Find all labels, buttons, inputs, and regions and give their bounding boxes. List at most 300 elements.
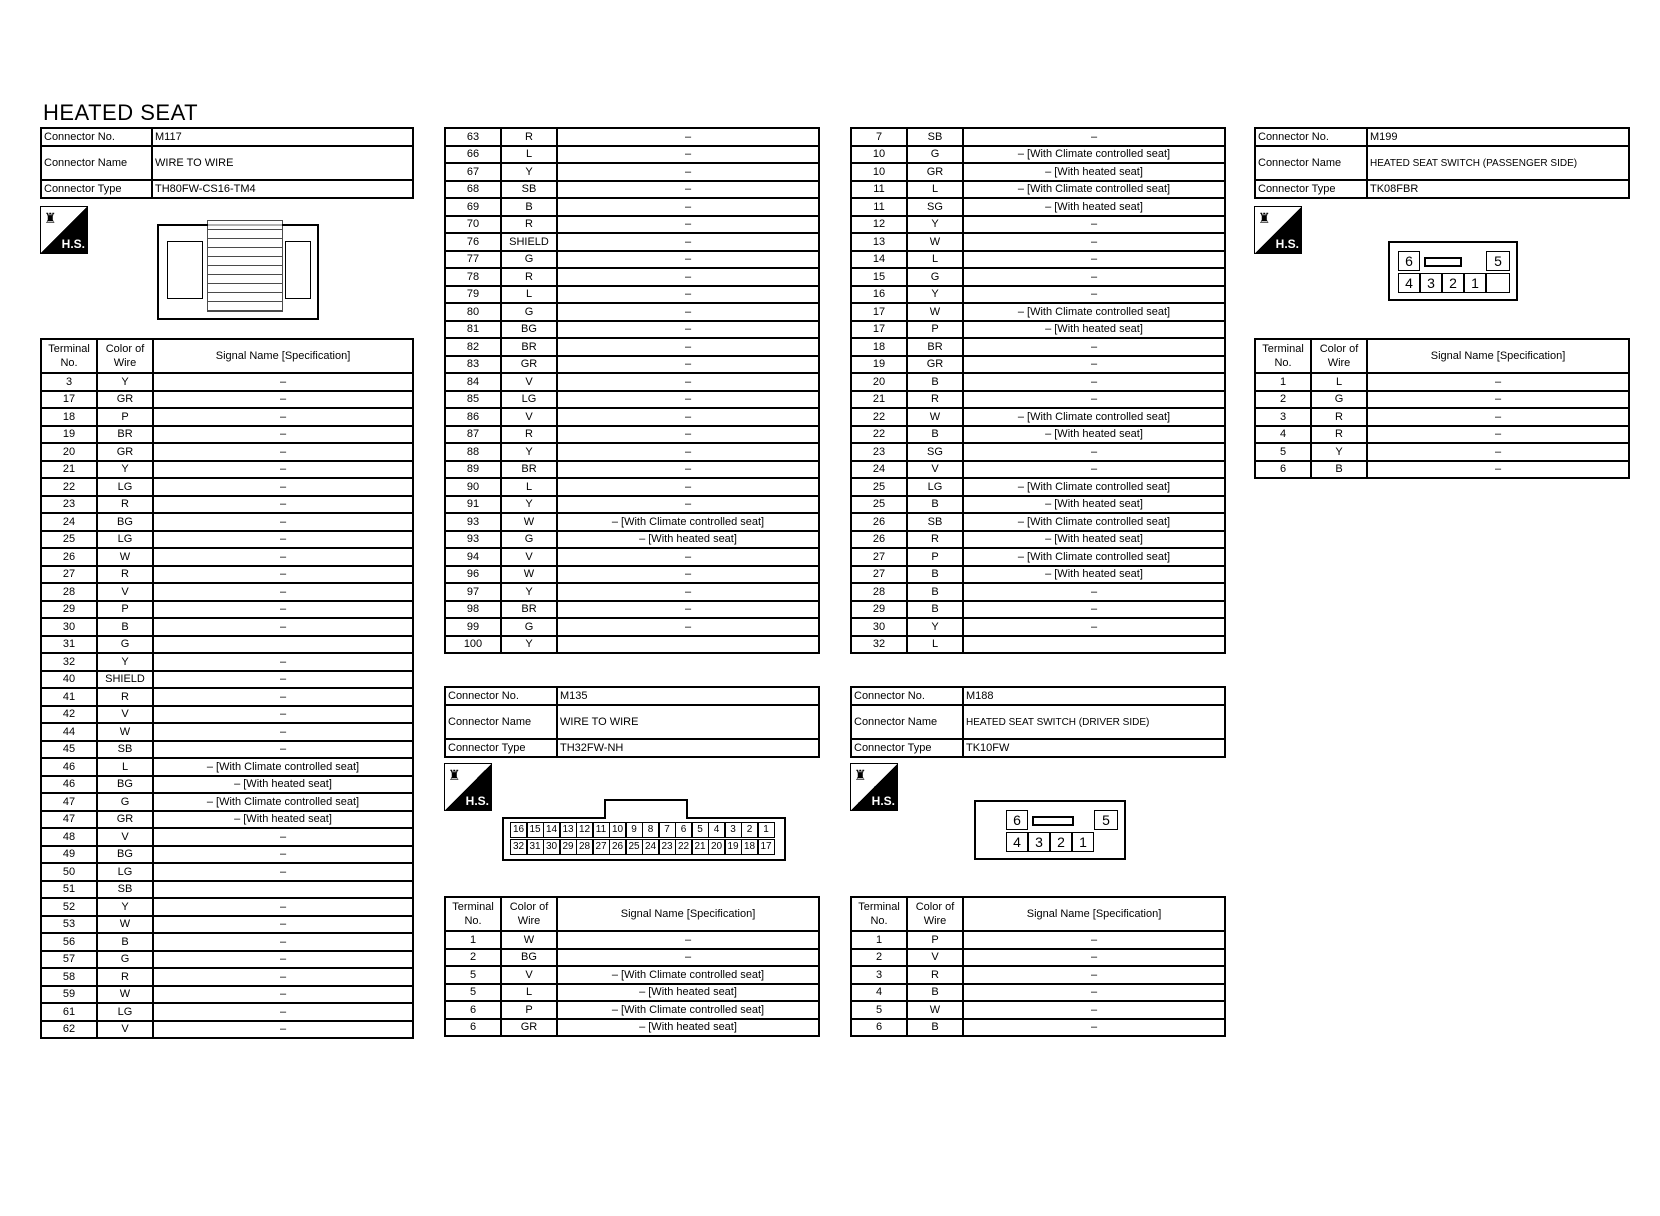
signal-name-cell: – [963,233,1225,251]
signal-name-cell: – [963,949,1225,967]
table-row [851,146,1225,164]
wire-color-cell: L [501,478,557,496]
table-row [41,636,413,654]
table-row [41,443,413,461]
table-row [445,373,819,391]
pin: 26 [609,839,626,855]
wire-color-cell: W [907,1001,963,1019]
table-row [851,268,1225,286]
pin: 27 [593,839,610,855]
table-row [41,408,413,426]
table-row [445,426,819,444]
signal-name-cell: – [153,688,413,706]
m199-table: Terminal No. Color of Wire Signal Name [Specification] 1 L – 2 G – 3 R – 4 R – 5 Y – 6 B – [1254,338,1630,479]
table-row [1255,426,1629,444]
terminal-no-cell: 1 [1255,373,1311,391]
wire-color-cell: G [1311,391,1367,409]
wire-color-cell: Y [97,461,153,479]
terminal-no-cell: 40 [41,671,97,689]
table-row [41,548,413,566]
signal-name-cell: – [153,601,413,619]
signal-name-cell: – [963,931,1225,949]
signal-name-cell: – [963,601,1225,619]
wire-color-cell: R [1311,408,1367,426]
table-row [41,1003,413,1021]
signal-name-cell: – [153,583,413,601]
signal-name-cell: – [With heated seat] [153,776,413,794]
page-title: HEATED SEAT [43,100,199,125]
wire-color-cell: B [501,198,557,216]
table-row [851,198,1225,216]
wire-color-cell: Y [907,618,963,636]
terminal-no-cell: 12 [851,216,907,234]
table-row [851,461,1225,479]
pin: 31 [527,839,544,855]
terminal-no-cell: 21 [41,461,97,479]
terminal-no-cell: 48 [41,828,97,846]
table-row [41,916,413,934]
table-row [1255,461,1629,479]
pin: 25 [626,839,643,855]
signal-name-cell: – [963,443,1225,461]
pin: 2 [1442,273,1464,293]
signal-name-cell: – [With heated seat] [963,566,1225,584]
table-row [41,776,413,794]
table-row [445,443,819,461]
wire-color-cell: B [907,373,963,391]
terminal-no-cell: 88 [445,443,501,461]
seat-icon: ♜ [1258,210,1271,226]
signal-name-cell: – [963,1001,1225,1019]
table-row [41,846,413,864]
terminal-no-cell: 1 [851,931,907,949]
table-row [41,671,413,689]
m188-type: TK10FW [963,739,1225,757]
wire-color-cell: SHIELD [501,233,557,251]
signal-name-cell: – [557,583,819,601]
table-row [445,356,819,374]
pin: 7 [659,822,676,838]
label-connector-name: Connector Name [41,146,152,180]
signal-name-cell: – [With heated seat] [963,198,1225,216]
pin: 14 [543,822,560,838]
signal-name-cell: – [With Climate controlled seat] [963,303,1225,321]
table-row [851,949,1225,967]
signal-name-cell: – [153,846,413,864]
terminal-no-cell: 17 [851,303,907,321]
terminal-no-cell: 16 [851,286,907,304]
table-row [41,898,413,916]
signal-name-cell: – [557,356,819,374]
table-row [41,793,413,811]
signal-name-cell: – [With heated seat] [153,811,413,829]
wire-color-cell: P [97,601,153,619]
terminal-no-cell: 87 [445,426,501,444]
table-row [445,391,819,409]
signal-name-cell: – [963,984,1225,1002]
table-row [445,478,819,496]
wire-color-cell: V [501,373,557,391]
table-row [851,408,1225,426]
signal-name-cell: – [153,1021,413,1039]
terminal-no-cell: 66 [445,146,501,164]
signal-name-cell: – [557,408,819,426]
table-row [445,513,819,531]
wire-color-cell: R [501,426,557,444]
terminal-no-cell: 53 [41,916,97,934]
pin: 4 [1006,832,1028,852]
pin: 32 [510,839,527,855]
terminal-no-cell: 78 [445,268,501,286]
pin: 19 [725,839,742,855]
terminal-no-cell: 91 [445,496,501,514]
signal-name-cell: – [557,181,819,199]
terminal-no-cell: 97 [445,583,501,601]
signal-name-cell: – [With heated seat] [963,496,1225,514]
table-row [445,601,819,619]
pin: 6 [675,822,692,838]
terminal-no-cell: 52 [41,898,97,916]
terminal-no-cell: 5 [1255,443,1311,461]
terminal-no-cell: 96 [445,566,501,584]
table-row [851,233,1225,251]
m199-no: M199 [1367,128,1629,146]
terminal-no-cell: 58 [41,968,97,986]
table-row [851,966,1225,984]
wire-color-cell: BG [501,321,557,339]
table-row [851,566,1225,584]
terminal-no-cell: 29 [851,601,907,619]
wire-color-cell: BR [97,426,153,444]
wire-color-cell: W [501,513,557,531]
terminal-no-cell: 69 [445,198,501,216]
signal-name-cell: – [963,216,1225,234]
pin: 18 [741,839,758,855]
terminal-no-cell: 83 [445,356,501,374]
m117-no: M117 [152,128,413,146]
pin: 5 [1486,251,1510,271]
pin-block-right [285,241,311,299]
table-row [445,338,819,356]
table-row [41,706,413,724]
terminal-no-cell: 30 [851,618,907,636]
m199-type: TK08FBR [1367,180,1629,198]
pin: 6 [1398,251,1420,271]
terminal-no-cell: 25 [851,496,907,514]
terminal-no-cell: 22 [41,478,97,496]
wire-color-cell: BG [97,513,153,531]
pin: 9 [626,822,643,838]
table-row [41,461,413,479]
terminal-no-cell: 15 [851,268,907,286]
terminal-no-cell: 84 [445,373,501,391]
terminal-no-cell: 61 [41,1003,97,1021]
table-row [445,949,819,967]
signal-name-cell: – [153,373,413,391]
terminal-no-cell: 25 [41,531,97,549]
signal-name-cell: – [963,618,1225,636]
signal-name-cell [963,636,1225,654]
pin: 16 [510,822,527,838]
table-row [41,881,413,899]
wire-color-cell: W [907,233,963,251]
terminal-no-cell: 17 [851,321,907,339]
wire-color-cell: R [501,268,557,286]
signal-name-cell: – [153,513,413,531]
wire-color-cell: W [97,986,153,1004]
wire-color-cell: BG [97,846,153,864]
wire-color-cell: L [501,286,557,304]
wire-color-cell: B [907,984,963,1002]
signal-name-cell: – [557,216,819,234]
color-of-wire-header: Color of Wire [97,339,153,373]
signal-name-cell: – [153,933,413,951]
wire-color-cell: Y [907,286,963,304]
table-row [41,986,413,1004]
m117-connector-diagram [157,224,319,320]
wire-color-cell: GR [501,356,557,374]
table-row [41,426,413,444]
signal-name-cell: – [557,931,819,949]
terminal-no-cell: 11 [851,181,907,199]
terminal-no-cell: 27 [851,548,907,566]
terminal-no-cell: 4 [851,984,907,1002]
terminal-no-cell: 44 [41,723,97,741]
wire-color-cell: R [501,128,557,146]
signal-name-cell: – [557,128,819,146]
terminal-no-cell: 5 [445,984,501,1002]
table-row [445,408,819,426]
wire-color-cell: G [97,793,153,811]
table-row [445,286,819,304]
table-row [851,338,1225,356]
terminal-no-cell: 62 [41,1021,97,1039]
table-row [445,931,819,949]
pin: 1 [758,822,775,838]
table-row [851,1019,1225,1037]
table-row [851,286,1225,304]
signal-name-cell: – [963,583,1225,601]
pin: 29 [560,839,577,855]
terminal-no-cell: 94 [445,548,501,566]
table-row [1255,373,1629,391]
terminal-no-cell: 6 [445,1019,501,1037]
signal-name-cell: – [153,531,413,549]
table-row [445,251,819,269]
wire-color-cell: B [907,583,963,601]
terminal-no-cell: 93 [445,531,501,549]
terminal-no-cell: 10 [851,146,907,164]
table-row [445,268,819,286]
table-row [41,373,413,391]
terminal-no-cell: 67 [445,163,501,181]
wire-color-cell: Y [1311,443,1367,461]
m135-table-a [850,127,1226,654]
terminal-no-cell: 6 [1255,461,1311,479]
table-row [41,828,413,846]
signal-name-cell: – [1367,461,1629,479]
pin: 1 [1072,832,1094,852]
wire-color-cell: R [907,391,963,409]
signal-name-cell: – [With Climate controlled seat] [963,181,1225,199]
wire-color-cell: W [501,566,557,584]
wire-color-cell: L [501,984,557,1002]
m117-table-b [444,127,820,654]
wire-color-cell: G [907,268,963,286]
m199-name: HEATED SEAT SWITCH (PASSENGER SIDE) [1367,146,1629,180]
signal-name-cell: – [153,461,413,479]
table-row [851,356,1225,374]
table-row [41,863,413,881]
terminal-no-cell: 19 [851,356,907,374]
wire-color-cell: L [907,181,963,199]
pin: 15 [527,822,544,838]
terminal-no-cell: 99 [445,618,501,636]
signal-name-cell: – [963,373,1225,391]
m135-connector-diagram [502,817,786,861]
signal-name-cell: – [153,986,413,1004]
terminal-no-cell: 10 [851,163,907,181]
pin: 11 [593,822,610,838]
signal-name-cell: – [557,268,819,286]
table-row [41,1021,413,1039]
signal-name-cell: – [557,496,819,514]
wire-color-cell: W [501,931,557,949]
terminal-no-cell: 51 [41,881,97,899]
signal-name-cell: – [557,601,819,619]
terminal-no-cell: 14 [851,251,907,269]
wire-color-cell: B [907,426,963,444]
wire-color-cell: Y [501,636,557,654]
pin: 23 [659,839,676,855]
wire-color-cell: G [501,618,557,636]
table-row [851,216,1225,234]
connector-key [1032,816,1074,826]
m117-header [40,127,414,199]
wire-color-cell: Y [501,443,557,461]
wire-color-cell: R [1311,426,1367,444]
terminal-no-cell: 80 [445,303,501,321]
pin: 10 [609,822,626,838]
wire-color-cell: V [97,828,153,846]
terminal-no-cell: 11 [851,198,907,216]
terminal-no-cell: 50 [41,863,97,881]
signal-name-cell: – [With Climate controlled seat] [153,793,413,811]
wire-color-cell: W [97,723,153,741]
signal-name-cell: – [153,671,413,689]
terminal-no-cell: 17 [41,391,97,409]
signal-name-cell: – [With heated seat] [963,426,1225,444]
terminal-no-cell: 31 [41,636,97,654]
signal-name-cell: – [557,949,819,967]
wire-color-cell: W [907,408,963,426]
signal-name-cell: – [With Climate controlled seat] [153,758,413,776]
label-connector-type: Connector Type [41,180,152,198]
table-row [1255,408,1629,426]
terminal-no-cell: 28 [41,583,97,601]
wire-color-cell: B [97,933,153,951]
table-row [41,601,413,619]
signal-name-cell: – [557,198,819,216]
table-row [851,251,1225,269]
m199-connector-diagram [1388,241,1518,301]
terminal-no-cell: 6 [445,1001,501,1019]
wire-color-cell: V [907,461,963,479]
wire-color-cell: Y [97,373,153,391]
wire-color-cell: W [97,916,153,934]
signal-name-cell: – [557,548,819,566]
m117-table-a [40,338,414,1039]
table-row [445,163,819,181]
signal-name-cell: – [With heated seat] [963,321,1225,339]
terminal-no-cell: 24 [851,461,907,479]
signal-name-cell: – [557,338,819,356]
signal-name-cell: – [153,1003,413,1021]
terminal-no-cell: 18 [851,338,907,356]
signal-name-cell: – [963,286,1225,304]
signal-name-cell: – [With heated seat] [557,531,819,549]
wire-color-cell: P [501,1001,557,1019]
terminal-no-cell: 82 [445,338,501,356]
pin: 17 [758,839,775,855]
signal-name-cell: – [153,391,413,409]
signal-name-cell: – [557,461,819,479]
terminal-no-cell: 2 [445,949,501,967]
table-row [445,966,819,984]
signal-name-cell: – [557,391,819,409]
wire-color-cell: L [1311,373,1367,391]
seat-icon: ♜ [44,210,57,226]
table-row [851,1001,1225,1019]
table-row [41,758,413,776]
signal-name-cell: – [153,478,413,496]
wire-color-cell: B [907,601,963,619]
signal-name-cell: – [153,496,413,514]
table-row [1255,391,1629,409]
wire-color-cell: B [907,496,963,514]
signal-name-cell: – [153,828,413,846]
terminal-no-cell: 76 [445,233,501,251]
terminal-no-cell: 77 [445,251,501,269]
pin: 24 [642,839,659,855]
signal-name-cell: – [1367,426,1629,444]
table-row [445,618,819,636]
m135-name: WIRE TO WIRE [557,705,819,739]
pin: 2 [741,822,758,838]
terminal-no-cell: 26 [851,531,907,549]
signal-name-cell: – [With heated seat] [557,984,819,1002]
terminal-no-cell: 85 [445,391,501,409]
signal-name-cell: – [963,338,1225,356]
terminal-no-cell: 49 [41,846,97,864]
terminal-no-cell: 26 [41,548,97,566]
signal-name-cell: – [153,898,413,916]
terminal-no-cell: 59 [41,986,97,1004]
signal-name-cell: – [With Climate controlled seat] [557,1001,819,1019]
terminal-no-cell: 47 [41,811,97,829]
table-row [445,1001,819,1019]
terminal-no-cell: 26 [851,513,907,531]
signal-name-cell: – [153,548,413,566]
signal-name-cell: – [153,618,413,636]
wire-color-cell: Y [501,163,557,181]
table-row [445,984,819,1002]
terminal-no-cell: 7 [851,128,907,146]
table-row [851,931,1225,949]
pin: 12 [576,822,593,838]
signal-name-cell [557,636,819,654]
m188-table: Terminal No. Color of Wire Signal Name [Specification] 1 P – 2 V – 3 R – 4 B – 5 W – 6 B – [850,896,1226,1037]
